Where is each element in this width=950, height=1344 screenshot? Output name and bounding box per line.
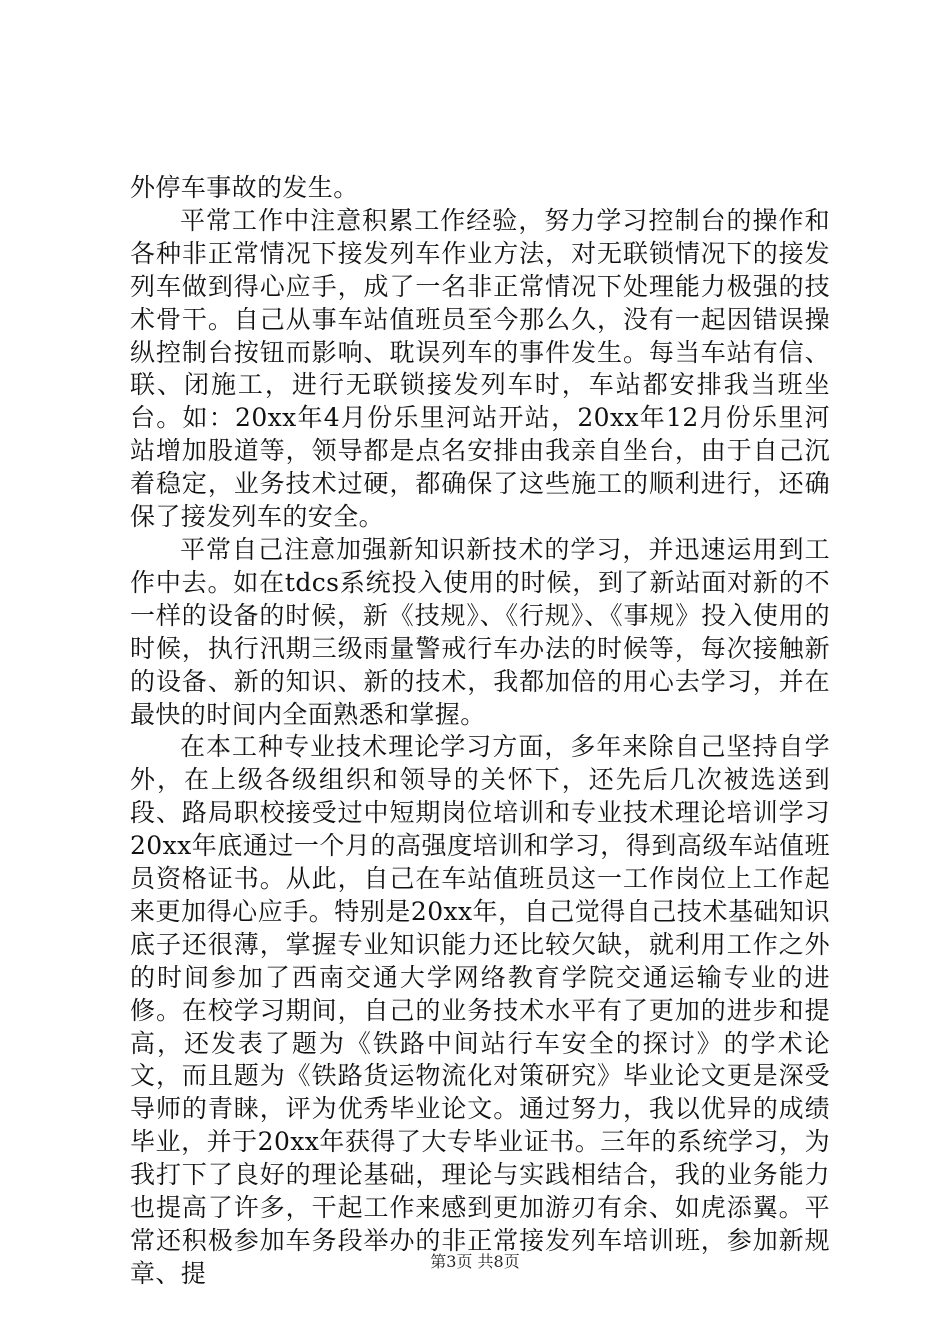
paragraph: 在本工种专业技术理论学习方面，多年来除自己坚持自学外，在上级各级组织和领导的关怀下，还先后几次被选送到段、路局职校接受过中短期岗位培训和专业技术理论培训学习20xx年底通过一个月的高强度培训和学习，得到高级车站值班员资格证书。从此，自己在车站值班员这一工作岗位上工作起来更加得心应手。特别是20xx年，自己觉得自己技术基础知识底子还很薄，掌握专业知识能力还比较欠缺，就利用工作之外的时间参加了西南交通大学网络教育学院交通运输专业的进修。在校学习期间，自己的业务技术水平有了更加的进步和提高，还发表了题为《铁路中间站行车安全的探讨》的学术论文，而且题为《铁路货运物流化对策研究》毕业论文更是深受导师的青睐，评为优秀毕业论文。通过努力，我以优异的成绩毕业，并于20xx年获得了大专毕业证书。三年的系统学习，为我打下了良好的理论基础，理论与实践相结合，我的业务能力也提高了许多，干起工作来感到更加游刃有余、如虎添翼。平常还积极参加车务段举办的非正常接发列车培训班，参加新规章、提 — [130, 732, 830, 1288]
paragraph: 平常工作中注意积累工作经验，努力学习控制台的操作和各种非正常情况下接发列车作业方法，对无联锁情况下的接发列车做到得心应手，成了一名非正常情况下处理能力极强的技术骨干。自己从事车站值班员至今那么久，没有一起因错误操纵控制台按钮而影响、耽误列车的事件发生。每当车站有信、联、闭施工，进行无联锁接发列车时，车站都安排我当班坐台。如：20xx年4月份乐里河站开站，20xx年12月份乐里河站增加股道等，领导都是点名安排由我亲自坐台，由于自己沉着稳定，业务技术过硬，都确保了这些施工的顺利进行，还确保了接发列车的安全。 — [130, 205, 830, 532]
page-footer: 第3页 共8页 — [430, 1252, 520, 1271]
body-text — [130, 172, 830, 1291]
paragraph-continuation: 外停车事故的发生。 — [130, 173, 359, 202]
paragraph: 平常自己注意加强新知识新技术的学习，并迅速运用到工作中去。如在tdcs系统投入使用的时候，到了新站面对新的不一样的设备的时候，新《技规》、《行规》、《事规》投入使用的时候，执行汛期三级雨量警戒行车办法的时候等，每次接触新的设备、新的知识、新的技术，我都加倍的用心去学习，并在最快的时间内全面熟悉和掌握。 — [130, 534, 830, 729]
